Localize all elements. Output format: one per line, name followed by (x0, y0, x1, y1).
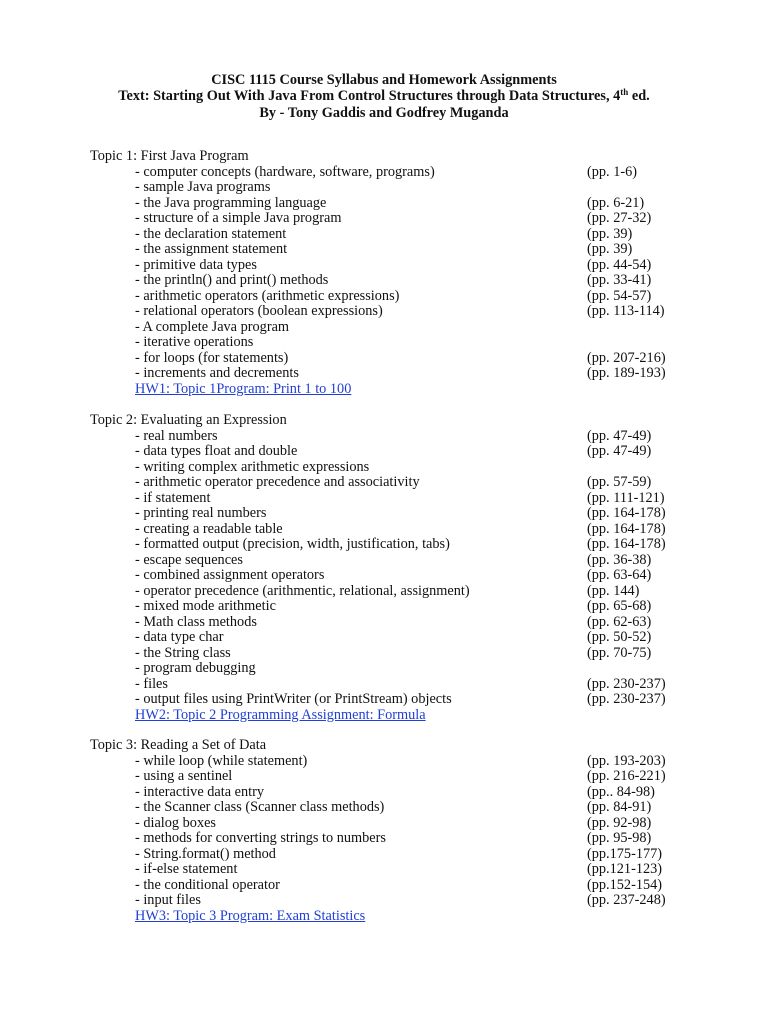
page-reference: (pp. 84-91) (587, 799, 652, 815)
topic-item-row (90, 537, 700, 553)
page-reference: (pp. 164-178) (587, 520, 666, 537)
textbook-title: Text: Starting Out With Java From Control Structures through Data Structures, 4 (118, 88, 621, 105)
textbook-line (0, 88, 768, 104)
page-reference: (pp. 237-248) (587, 892, 666, 908)
topic-item-text: - interactive data entry (135, 783, 265, 800)
topic-item-row (90, 273, 700, 289)
topic-item-row (90, 335, 700, 351)
topic-item-text: - iterative operations (135, 334, 254, 350)
topic-item-row (90, 893, 700, 909)
topic-item-text: - primitive data types (135, 256, 257, 273)
topic-item-row (90, 831, 700, 847)
page-reference: (pp.121-123) (587, 861, 663, 877)
topic-item-row (90, 584, 700, 600)
topic-item-text: - if statement (135, 489, 211, 506)
topic-item-text: - creating a readable table (135, 520, 283, 537)
homework-link-row (90, 708, 700, 724)
topic-item-list (90, 754, 700, 909)
topic-item-row (90, 196, 700, 212)
topic-item-text: - real numbers (135, 427, 218, 444)
page-reference: (pp.175-177) (587, 845, 663, 862)
topic-item-text: - computer concepts (hardware, software, programs) (135, 163, 435, 180)
edition-superscript: th (620, 87, 629, 98)
topic-item-text: - data types float and double (135, 443, 298, 459)
topic-item-row (90, 366, 700, 382)
page-reference: (pp. 47-49) (587, 443, 652, 459)
page-reference: (pp. 50-52) (587, 629, 652, 645)
topic-item-row (90, 289, 700, 305)
topic-item-text: - for loops (for statements) (135, 349, 289, 366)
page-reference: (pp. 230-237) (587, 691, 666, 707)
page-reference: (pp.. 84-98) (587, 783, 655, 800)
topic-item-row (90, 800, 700, 816)
topic-item-row (90, 677, 700, 693)
topic-section (90, 413, 700, 723)
topic-item-row (90, 599, 700, 615)
page-reference: (pp. 144) (587, 582, 640, 599)
topic-item-row (90, 568, 700, 584)
homework-link-row (90, 382, 700, 398)
topic-item-row (90, 475, 700, 491)
page-reference: (pp. 6-21) (587, 194, 645, 211)
topic-item-text: - the conditional operator (135, 876, 280, 893)
topic-item-row (90, 180, 700, 196)
topic-item-text: - relational operators (boolean expressions) (135, 303, 383, 319)
topic-item-text: - formatted output (precision, width, justification, tabs) (135, 536, 450, 552)
topic-item-text: - the String class (135, 644, 231, 661)
topic-item-row (90, 211, 700, 227)
topic-item-row (90, 878, 700, 894)
authors-line: By - Tony Gaddis and Godfrey Muganda (259, 104, 509, 121)
page-reference: (pp. 57-59) (587, 474, 652, 490)
topic-item-text: - program debugging (135, 660, 256, 676)
page-reference: (pp. 92-98) (587, 814, 652, 831)
topic-title: Topic 3: Reading a Set of Data (90, 737, 267, 753)
topic-section (90, 149, 700, 397)
page-reference: (pp. 207-216) (587, 349, 666, 366)
topic-item-text: - data type char (135, 629, 224, 645)
topic-item-row (90, 460, 700, 476)
topic-item-text: - Math class methods (135, 613, 257, 630)
topic-item-row (90, 506, 700, 522)
page-reference: (pp. 164-178) (587, 505, 666, 521)
topic-item-text: - A complete Java program (135, 318, 290, 335)
topic-item-row (90, 351, 700, 367)
topic-item-row (90, 553, 700, 569)
page-reference: (pp. 39) (587, 225, 633, 242)
topic-item-row (90, 165, 700, 181)
page-reference: (pp. 65-68) (587, 598, 652, 614)
page-reference: (pp. 36-38) (587, 551, 652, 568)
topic-item-text: - the declaration statement (135, 225, 287, 242)
topic-item-row (90, 754, 700, 770)
topic-item-row (90, 862, 700, 878)
page-reference: (pp. 44-54) (587, 256, 652, 273)
topic-item-text: - writing complex arithmetic expressions (135, 458, 370, 475)
edition-suffix: ed. (628, 88, 650, 105)
topic-item-text: - combined assignment operators (135, 567, 325, 583)
topic-item-row (90, 692, 700, 708)
topic-item-row (90, 320, 700, 336)
topic-item-row (90, 847, 700, 863)
page-reference: (pp. 113-114) (587, 303, 665, 319)
topic-item-text: - the Scanner class (Scanner class methods) (135, 799, 385, 815)
topic-item-text: - output files using PrintWriter (or PrintStream) objects (135, 691, 452, 707)
topic-item-row (90, 304, 700, 320)
topic-title: Topic 1: First Java Program (90, 148, 249, 164)
page-reference: (pp. 63-64) (587, 567, 652, 583)
topic-item-row (90, 444, 700, 460)
page-reference: (pp. 27-32) (587, 210, 652, 226)
topic-item-text: - while loop (while statement) (135, 752, 308, 769)
topic-item-row (90, 785, 700, 801)
page-reference: (pp. 216-221) (587, 768, 666, 784)
page-reference: (pp. 230-237) (587, 675, 666, 692)
topic-title: Topic 2: Evaluating an Expression (90, 412, 287, 428)
topic-item-row (90, 227, 700, 243)
topic-item-text: - arithmetic operator precedence and associativity (135, 474, 420, 490)
page-reference: (pp.152-154) (587, 876, 663, 893)
page-reference: (pp. 189-193) (587, 365, 666, 381)
document-header (0, 72, 768, 121)
page-reference: (pp. 47-49) (587, 427, 652, 444)
topic-item-text: - increments and decrements (135, 365, 299, 381)
topic-item-text: - if-else statement (135, 861, 238, 877)
topic-item-text: - String.format() method (135, 845, 276, 862)
topic-item-row (90, 615, 700, 631)
topic-item-row (90, 630, 700, 646)
page-reference: (pp. 111-121) (587, 489, 665, 506)
page-reference: (pp. 54-57) (587, 287, 652, 304)
topic-item-row (90, 769, 700, 785)
topic-item-text: - escape sequences (135, 551, 243, 568)
page-reference: (pp. 70-75) (587, 644, 652, 661)
page-reference: (pp. 164-178) (587, 536, 666, 552)
topic-item-row (90, 429, 700, 445)
topic-item-text: - arithmetic operators (arithmetic expressions) (135, 287, 400, 304)
topic-item-row (90, 646, 700, 662)
page-reference: (pp. 33-41) (587, 272, 652, 288)
topic-item-text: - the assignment statement (135, 241, 288, 257)
topic-item-text: - structure of a simple Java program (135, 210, 342, 226)
topic-section (90, 738, 700, 924)
topic-item-text: - methods for converting strings to numbers (135, 830, 386, 846)
topic-item-row (90, 491, 700, 507)
topic-item-text: - mixed mode arithmetic (135, 598, 276, 614)
topic-item-list (90, 429, 700, 708)
topic-item-text: - using a sentinel (135, 768, 233, 784)
topic-item-text: - files (135, 675, 168, 692)
topic-item-row (90, 522, 700, 538)
topic-item-text: - printing real numbers (135, 505, 267, 521)
topic-item-text: - the Java programming language (135, 194, 327, 211)
topic-item-row (90, 242, 700, 258)
course-title: CISC 1115 Course Syllabus and Homework Assignments (211, 72, 557, 88)
topic-item-text: - sample Java programs (135, 179, 271, 195)
page-reference: (pp. 95-98) (587, 830, 652, 846)
homework-link[interactable]: HW3: Topic 3 Program: Exam Statistics (135, 907, 366, 924)
topic-item-text: - operator precedence (arithmentic, relational, assignment) (135, 582, 470, 599)
topic-item-text: - the println() and print() methods (135, 272, 329, 288)
page-reference: (pp. 193-203) (587, 752, 666, 769)
topic-item-text: - input files (135, 892, 201, 908)
page-reference: (pp. 39) (587, 241, 633, 257)
homework-link[interactable]: HW1: Topic 1Program: Print 1 to 100 (135, 380, 352, 397)
homework-link-row (90, 909, 700, 925)
topic-item-text: - dialog boxes (135, 814, 216, 831)
topic-item-row (90, 258, 700, 274)
topic-item-row (90, 816, 700, 832)
homework-link[interactable]: HW2: Topic 2 Programming Assignment: Formula (135, 706, 426, 723)
topic-item-list (90, 165, 700, 382)
page-reference: (pp. 1-6) (587, 163, 638, 180)
topic-item-row (90, 661, 700, 677)
page-reference: (pp. 62-63) (587, 613, 652, 630)
